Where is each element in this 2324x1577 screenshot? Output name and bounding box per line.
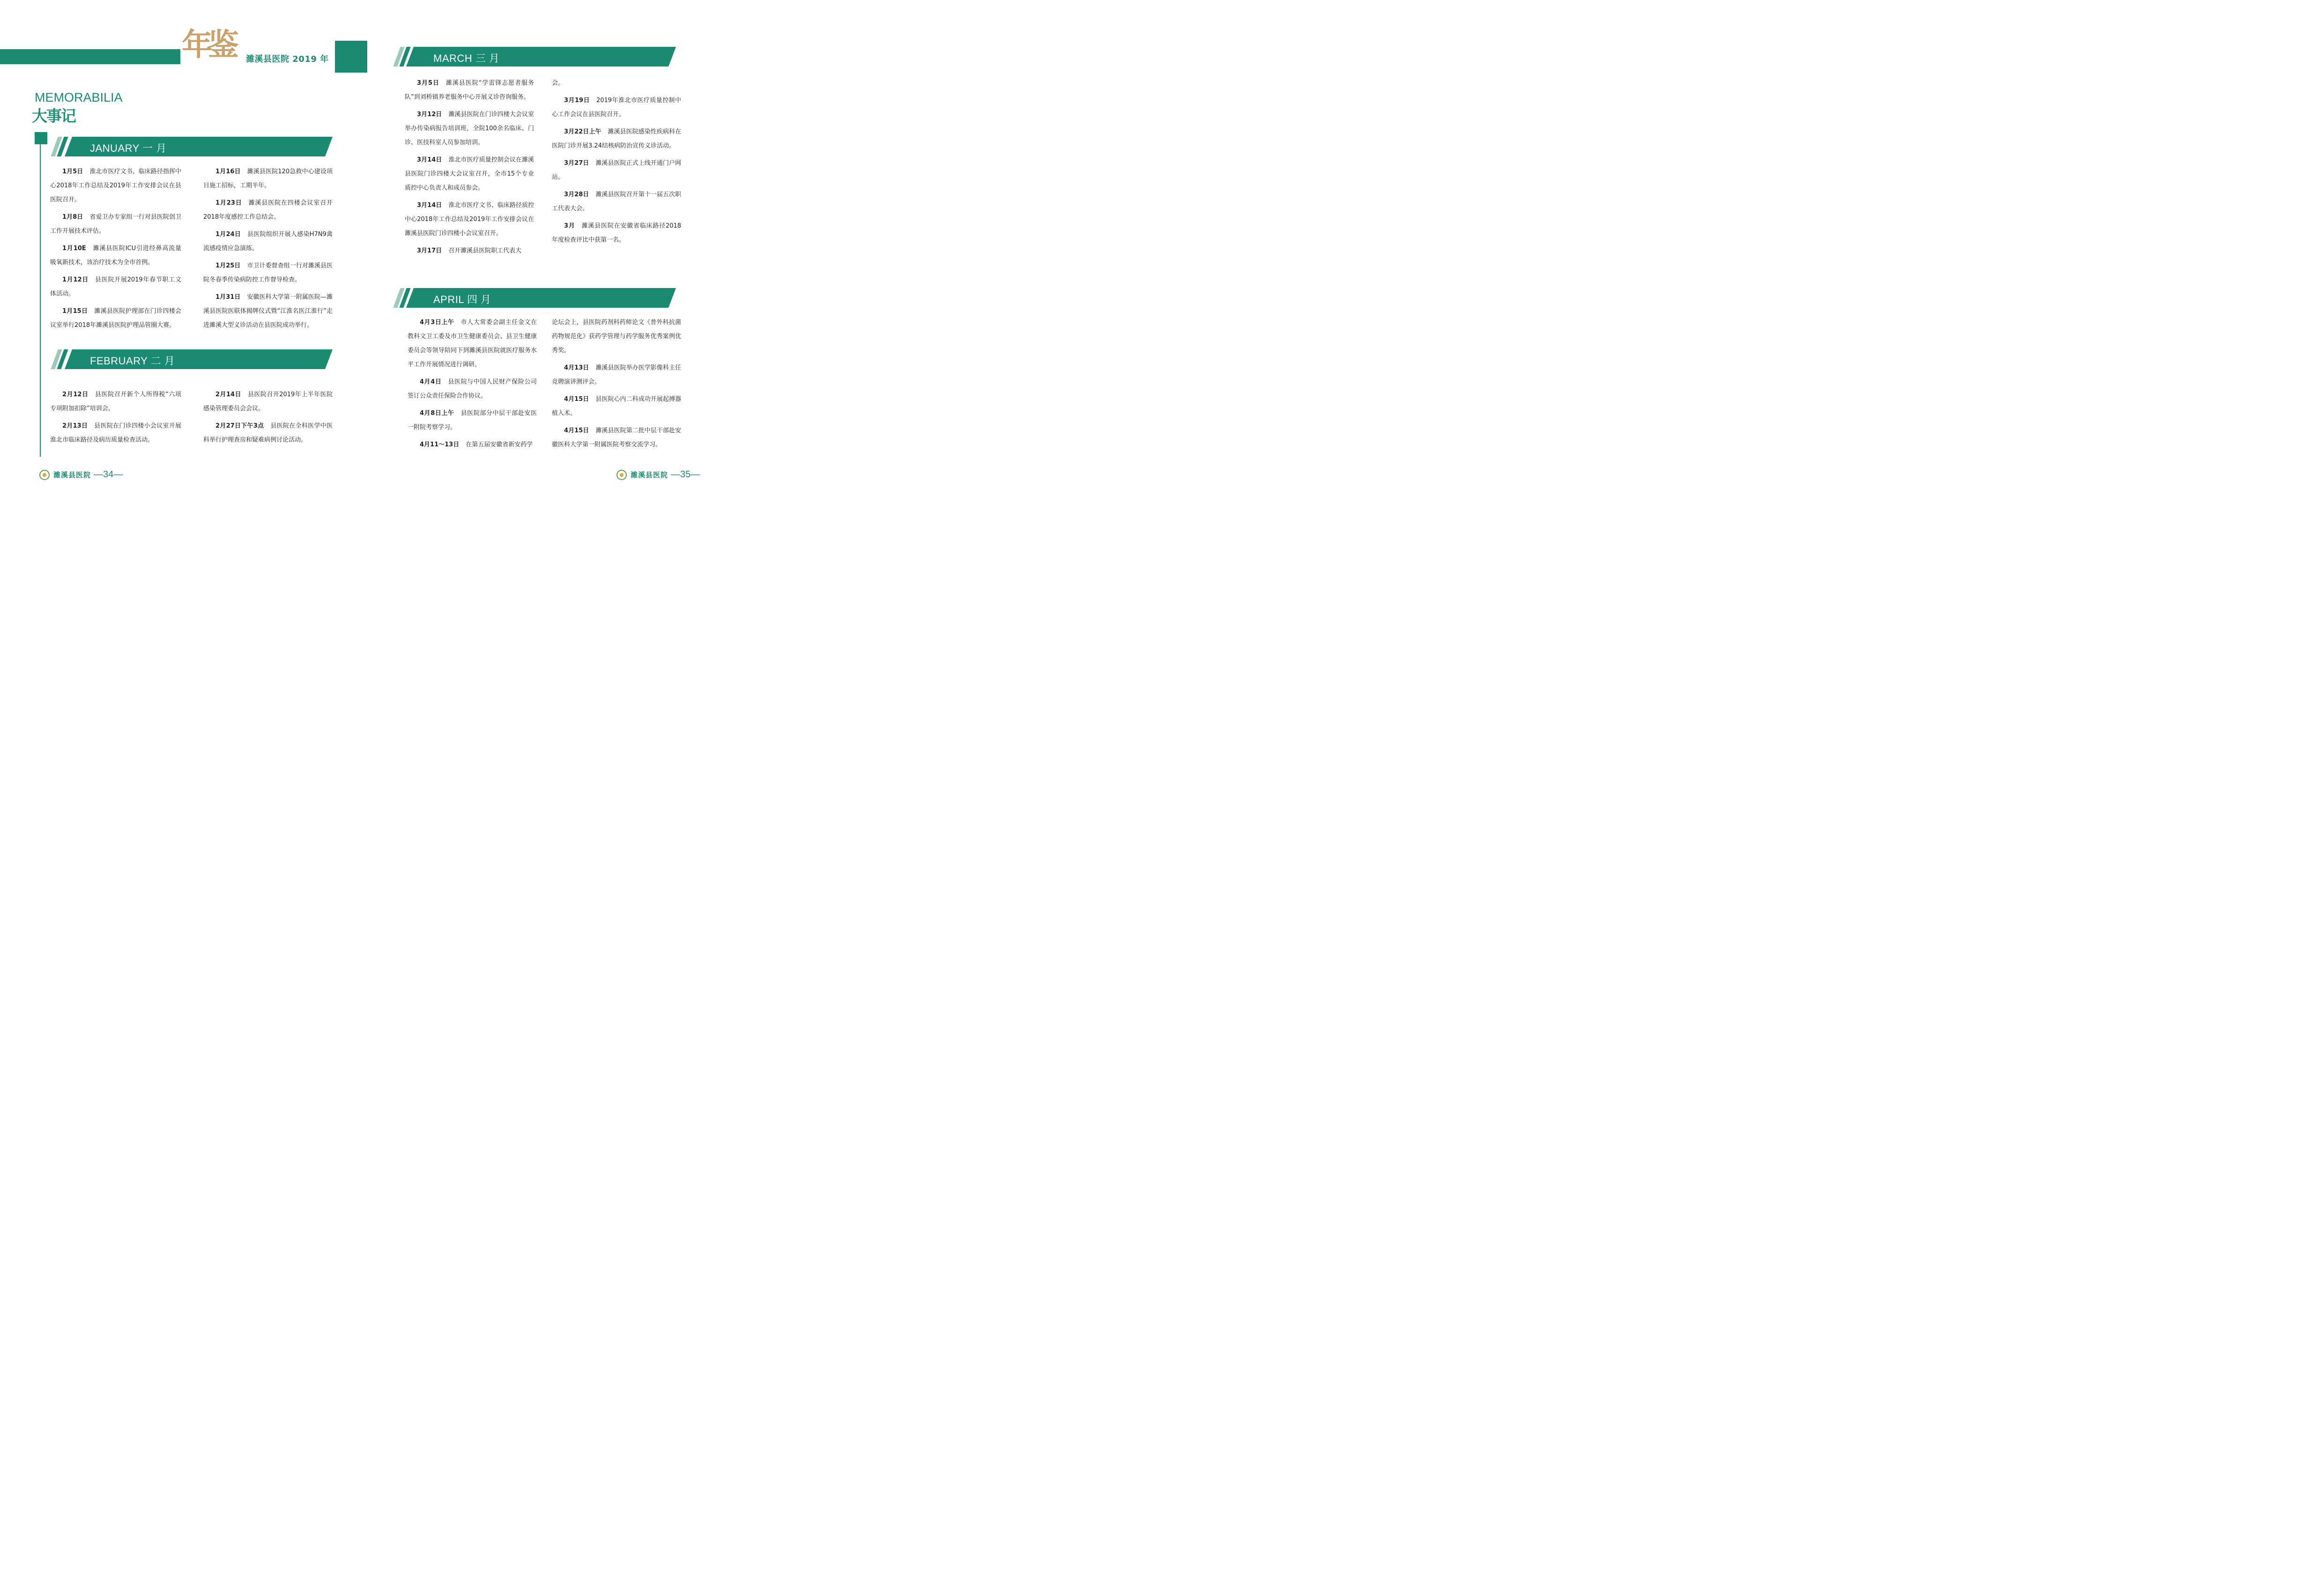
month-banner-january — [52, 137, 334, 156]
event-entry — [50, 273, 181, 301]
january-column-2 — [203, 165, 333, 336]
event-text: 淮北市医疗质量控制会议在濉溪县医院门诊四楼大会议室召开，全市15个专业质控中心负责人和成员参会。 — [405, 156, 534, 192]
continued-text: 论坛会上，县医院药剂科药师论文《普外科抗菌药物规范化》获药学管理与药学服务优秀案例优秀奖。 — [552, 319, 681, 354]
event-date: 3月14日 — [417, 156, 442, 163]
april-entries — [552, 361, 681, 452]
event-date: 2月27日下午3点 — [215, 422, 264, 429]
timeline-line — [40, 141, 41, 457]
event-entry — [203, 228, 333, 256]
event-entry — [203, 196, 333, 224]
event-entry — [203, 388, 333, 416]
event-entry — [552, 392, 681, 421]
event-date: 1月24日 — [215, 231, 241, 238]
event-text: 淮北市医疗文书、临床路径质控中心2018年工作总结及2019年工作安排会议在濉溪县医院门诊四楼小会议室召开。 — [405, 202, 534, 237]
event-text: 濉溪县医院护理部在门诊四楼会议室举行2018年濉溪县医院护理品管圈大赛。 — [50, 308, 181, 329]
event-text: 濉溪县医院ICU引进经鼻高流量吸氧新技术，该治疗技术为全市首例。 — [50, 245, 181, 266]
event-text: 县医院召开2019年上半年医院感染管理委员会会议。 — [203, 391, 333, 412]
event-entry — [552, 188, 681, 216]
event-entry — [552, 219, 681, 247]
event-date: 3月22日上午 — [564, 128, 601, 135]
hospital-logo-icon — [616, 470, 627, 480]
event-text: 省爱卫办专家组一行对县医院创卫工作开展技术评估。 — [50, 214, 181, 235]
event-entry — [203, 165, 333, 193]
january-column-1 — [50, 165, 181, 336]
month-label: FEBRUARY 二 月 — [90, 355, 175, 367]
event-date: 4月13日 — [564, 364, 589, 371]
event-text: 濉溪县医院“学雷锋志愿者服务队”到刘桥镇养老服务中心开展义诊咨询服务。 — [405, 80, 534, 101]
event-entry — [408, 438, 537, 452]
page-number-right: —35— — [671, 469, 700, 480]
continued-text: 会。 — [552, 80, 564, 87]
event-date: 3月19日 — [564, 97, 590, 104]
event-date: 1月16日 — [215, 168, 241, 175]
event-text: 濉溪县医院在四楼会议室召开2018年度感控工作总结会。 — [203, 200, 333, 221]
event-entry — [50, 388, 181, 416]
hospital-logo-icon — [39, 470, 50, 480]
march-column-2 — [552, 76, 681, 251]
event-entry — [203, 259, 333, 287]
event-entry — [408, 375, 537, 403]
month-label: APRIL 四 月 — [433, 294, 491, 305]
header-title: 濉溪县医院 2019 年 — [246, 54, 329, 64]
event-date: 3月14日 — [417, 202, 442, 209]
event-entry — [50, 210, 181, 238]
event-text: 濉溪县医院感染性疾病科在医院门诊开展3.24结核病防治宣传义诊活动。 — [552, 128, 681, 149]
event-date: 1月31日 — [215, 294, 241, 301]
event-date: 3月28日 — [564, 191, 589, 198]
header-bar — [0, 49, 180, 64]
event-date: 2月13日 — [62, 422, 88, 429]
event-text: 县医院开展2019年春节职工文体活动。 — [50, 276, 181, 297]
event-date: 1月8日 — [62, 214, 83, 221]
event-entry — [50, 419, 181, 447]
event-entry — [552, 94, 681, 122]
event-date: 1月25日 — [215, 262, 241, 269]
event-date: 1月15日 — [62, 308, 88, 315]
section-title-en: MEMORABILIA — [35, 90, 123, 104]
month-label: JANUARY 一 月 — [90, 142, 167, 154]
event-entry — [50, 165, 181, 207]
month-label: MARCH 三 月 — [433, 52, 500, 64]
event-text: 濉溪县医院120急救中心建设项目施工招标，工期半年。 — [203, 168, 333, 189]
event-text: 市卫计委督查组一行对濉溪县医院冬春季传染病防控工作督导检查。 — [203, 262, 333, 283]
event-text: 县医院召开新个人所得税“六项专项附加扣除”培训会。 — [50, 391, 181, 412]
event-date: 4月15日 — [564, 396, 589, 403]
event-entry — [552, 424, 681, 452]
february-column-2 — [203, 388, 333, 451]
event-date: 1月10E — [62, 245, 86, 252]
event-text: 市人大常委会副主任金文在教科文卫工委及市卫生健康委员会、县卫生健康委员会等领导陪同下到濉溪县医院就医疗服务水平工作开展情况进行调研。 — [408, 319, 537, 368]
march-column-1 — [405, 76, 534, 261]
february-column-1 — [50, 388, 181, 451]
event-entry — [50, 304, 181, 333]
event-text: 淮北市医疗文书、临床路径指挥中心2018年工作总结及2019年工作安排会议在县医院召开。 — [50, 168, 181, 203]
event-date: 2月12日 — [62, 391, 89, 398]
event-text: 濉溪县医院在门诊四楼大会议室举办传染病报告培训班，全院100余名临床、门诊、医技科室人员参加培训。 — [405, 111, 534, 146]
footer-right — [616, 469, 700, 480]
event-entry — [408, 316, 537, 372]
event-entry — [408, 407, 537, 435]
event-date: 3月17日 — [417, 247, 442, 254]
event-date: 4月11～13日 — [420, 441, 460, 448]
event-text: 召开濉溪县医院职工代表大 — [448, 247, 522, 254]
timeline-marker — [35, 132, 47, 144]
event-date: 4月8日上午 — [420, 410, 454, 417]
event-entry — [405, 199, 534, 241]
event-text: 2019年淮北市医疗质量控制中心工作会议在县医院召开。 — [552, 97, 681, 118]
header-block — [335, 41, 367, 73]
event-entry — [50, 242, 181, 270]
event-date: 3月27日 — [564, 160, 589, 167]
event-entry — [203, 419, 333, 447]
event-entry — [552, 125, 681, 153]
event-entry — [405, 244, 534, 258]
event-entry — [405, 76, 534, 104]
april-column-1 — [408, 316, 537, 455]
event-entry — [405, 108, 534, 150]
event-text: 濉溪县医院正式上线开通门户网站。 — [552, 160, 681, 181]
event-date: 1月5日 — [62, 168, 83, 175]
footer-hospital-name: 濉溪县医院 — [631, 471, 668, 479]
event-text: 县医院与中国人民财产保险公司签订公众责任保险合作协议。 — [408, 378, 537, 400]
event-date: 4月3日上午 — [420, 319, 454, 326]
month-banner-march — [395, 47, 676, 67]
month-banner-february — [52, 349, 334, 369]
page-number-left: —34— — [94, 469, 123, 480]
event-entry — [552, 361, 681, 389]
event-date: 2月14日 — [215, 391, 241, 398]
yearbook-calligraphy: 年鉴 — [182, 26, 234, 63]
april-column-2 — [552, 316, 681, 455]
event-entry — [203, 290, 333, 333]
event-date: 1月23日 — [215, 200, 242, 207]
event-text: 县医院部分中层干部赴安医一附院考察学习。 — [408, 410, 537, 431]
event-entry — [552, 156, 681, 185]
event-text: 在第五届安徽省新安药学 — [466, 441, 533, 448]
event-text: 濉溪县医院在安徽省临床路径2018年度检查评比中获第一名。 — [552, 222, 682, 244]
event-text: 县医院组织开展人感染H7N9禽流感疫情应急演练。 — [203, 231, 333, 252]
event-text: 县医院在门诊四楼小会议室开展淮北市临床路径及病历质量检查活动。 — [50, 422, 181, 444]
footer-left — [39, 469, 123, 480]
section-title-zh: 大事记 — [32, 107, 75, 125]
event-date: 3月 — [564, 222, 575, 230]
march-entries — [552, 94, 681, 247]
event-date: 4月4日 — [420, 378, 442, 385]
event-text: 县医院在全科医学中医科举行护理查房和疑难病例讨论活动。 — [203, 422, 333, 444]
footer-hospital-name: 濉溪县医院 — [53, 471, 91, 479]
event-date: 1月12日 — [62, 276, 89, 283]
event-text: 濉溪县医院举办医学影像科主任竞聘演讲测评会。 — [552, 364, 681, 385]
event-text: 濉溪县医院召开第十一届五次职工代表大会。 — [552, 191, 681, 212]
event-date: 4月15日 — [564, 427, 589, 434]
event-text: 安徽医科大学第一附属医院—濉溪县医院医联体揭牌仪式暨“江淮名医江淮行”走进濉溪大型义诊活动在县医院成功举行。 — [203, 294, 333, 329]
event-entry — [405, 153, 534, 195]
event-text: 县医院心内二科成功开展起搏器植入术。 — [552, 396, 681, 417]
event-date: 3月12日 — [417, 111, 442, 118]
event-text: 濉溪县医院第二批中层干部赴安徽医科大学第一附属医院考察交流学习。 — [552, 427, 681, 448]
month-banner-april — [395, 288, 676, 308]
event-date: 3月5日 — [417, 80, 439, 87]
